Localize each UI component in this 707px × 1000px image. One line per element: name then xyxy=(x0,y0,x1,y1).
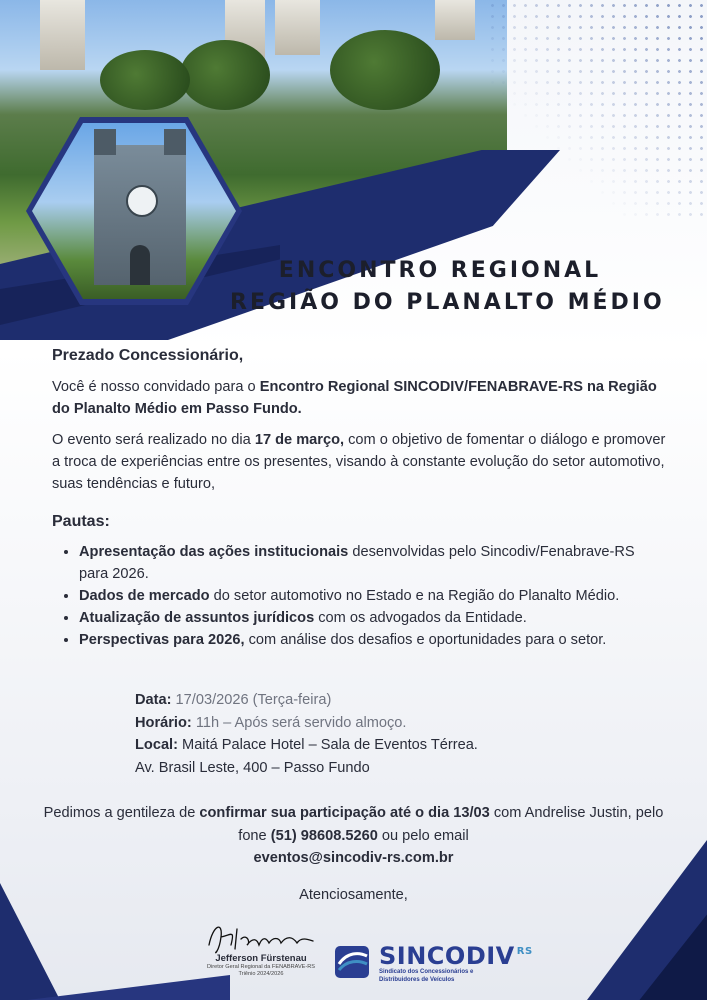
logo-tagline-2: Distribuidores de Veículos xyxy=(379,977,455,983)
location-label: Local: xyxy=(135,737,178,753)
cathedral-photo xyxy=(32,123,236,299)
title-line-2: REGIÃO DO PLANALTO MÉDIO xyxy=(230,290,665,315)
rsvp-text-pre: Pedimos a gentileza de xyxy=(43,805,200,821)
list-item xyxy=(79,629,667,651)
pauta-text: desenvolvidas pelo Sincodiv/Fenabrave-RS para 2026. xyxy=(79,544,635,582)
date-value: 17/03/2026 (Terça-feira) xyxy=(171,692,332,708)
signer-name: Jefferson Fürstenau xyxy=(215,953,307,964)
date-label: Data: xyxy=(135,692,172,708)
detail-address: Av. Brasil Leste, 400 – Passo Fundo xyxy=(135,759,370,776)
detail-location xyxy=(135,734,478,757)
rsvp-text-post: ou pelo email xyxy=(377,827,469,844)
signer-role: Diretor Geral Regional da FENABRAVE-RS xyxy=(206,964,316,970)
event-text-pre: O evento será realizado no dia xyxy=(52,432,255,448)
signature-block xyxy=(196,915,326,977)
rsvp-deadline: confirmar sua participação até o dia 13/03 xyxy=(199,805,490,821)
pautas-list xyxy=(52,541,667,651)
event-date: 17 de março, xyxy=(254,432,345,448)
logo-suffix: RS xyxy=(516,946,533,957)
invite-paragraph xyxy=(52,376,667,420)
pauta-text: com análise dos desafios e oportunidades para o setor. xyxy=(244,632,607,648)
greeting: Prezado Concessionário, xyxy=(52,347,244,364)
invite-text: Você é nosso convidado para o xyxy=(52,379,260,395)
pauta-bold: Atualização de assuntos jurídicos xyxy=(79,610,315,626)
time-value: 11h – Após será servido almoço. xyxy=(191,714,407,731)
list-item xyxy=(79,585,667,607)
pautas-title: Pautas: xyxy=(52,513,110,530)
event-paragraph xyxy=(52,429,667,495)
rsvp-phone: (51) 98608.5260 xyxy=(270,827,378,844)
closing: Atenciosamente, xyxy=(299,887,408,903)
time-label: Horário: xyxy=(135,714,192,731)
logo-wordmark xyxy=(379,940,533,968)
detail-date xyxy=(135,689,478,712)
pauta-text: do setor automotivo no Estado e na Região do Planalto Médio. xyxy=(209,588,620,604)
event-details xyxy=(135,689,478,779)
title-line-1: ENCONTRO REGIONAL xyxy=(278,258,602,283)
letter-body xyxy=(52,345,667,651)
pauta-bold: Perspectivas para 2026, xyxy=(79,632,245,648)
sincodiv-logo-icon xyxy=(333,942,373,982)
handwritten-signature xyxy=(201,915,321,957)
detail-time xyxy=(135,712,478,735)
signer-term: Triênio 2024/2026 xyxy=(238,970,284,977)
rsvp-email-link[interactable]: eventos@sincodiv-rs.com.br xyxy=(253,850,454,866)
pauta-bold: Apresentação das ações institucionais xyxy=(79,544,349,560)
event-title xyxy=(230,255,665,319)
logo-name: SINCODIV xyxy=(379,942,515,970)
pauta-bold: Dados de mercado xyxy=(79,588,210,604)
list-item xyxy=(79,541,667,585)
rsvp-text-mid: com Andrelise Justin, pelo fone xyxy=(238,805,664,844)
location-value: Maitá Palace Hotel – Sala de Eventos Térrea. xyxy=(177,737,478,753)
invite-bold: Encontro Regional SINCODIV/FENABRAVE-RS na Região do Planalto Médio em Passo Fundo. xyxy=(52,379,657,417)
rsvp-paragraph xyxy=(40,802,667,870)
logo-tagline-1: Sindicato dos Concessionários e xyxy=(379,969,474,975)
pauta-text: com os advogados da Entidade. xyxy=(314,610,527,626)
event-text-post: com o objetivo de fomentar o diálogo e promover a troca de experiências entre os presentes, visando à constante evolução do setor automotivo, suas tendências e futuro, xyxy=(52,432,666,492)
sincodiv-logo xyxy=(333,940,533,984)
list-item xyxy=(79,607,667,629)
